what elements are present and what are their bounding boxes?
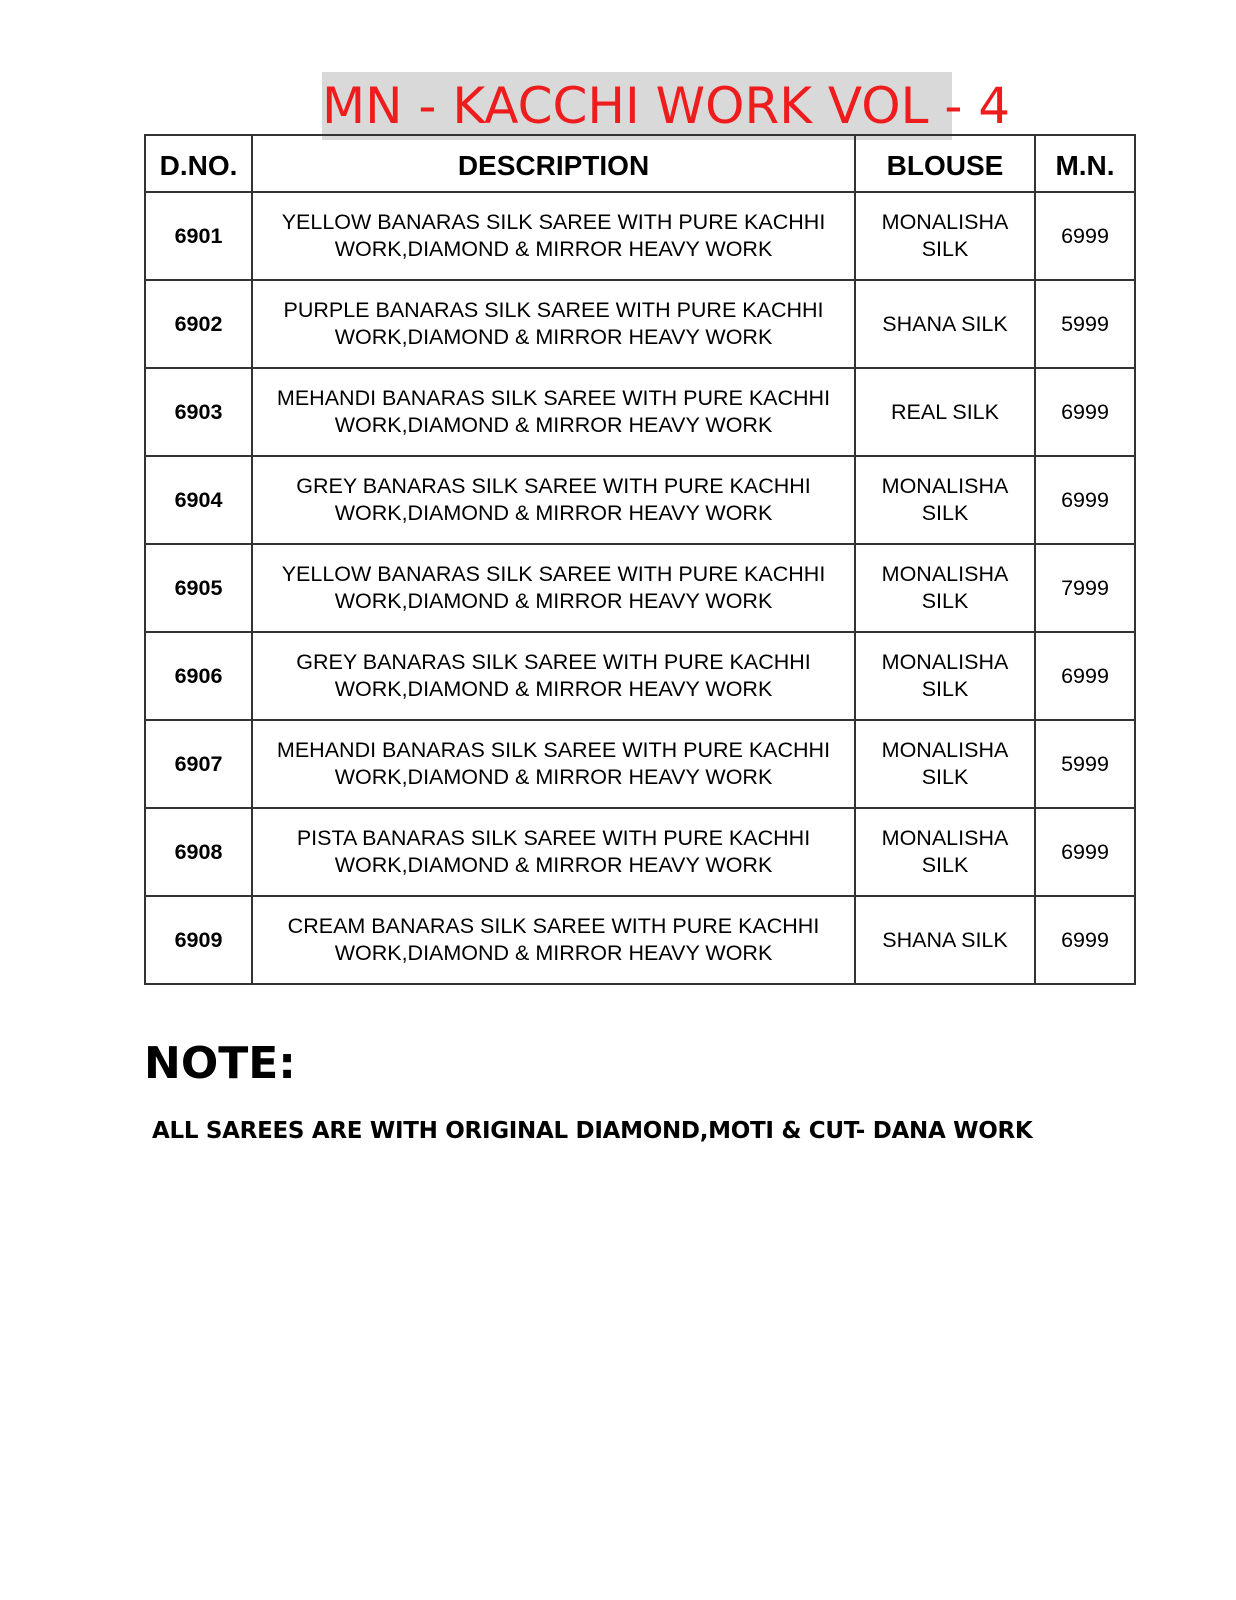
table-row (145, 456, 1135, 544)
mn-price-cell: 6999 (1035, 456, 1135, 544)
blouse-line-1: MONALISHA (881, 650, 1009, 674)
design-number-cell: 6906 (145, 632, 252, 720)
catalog-table (144, 134, 1136, 985)
blouse-cell (855, 720, 1035, 808)
mn-price-cell: 6999 (1035, 632, 1135, 720)
blouse-line-1: MONALISHA (881, 738, 1009, 762)
description-line-1: MEHANDI BANARAS SILK SAREE WITH PURE KACHHI (276, 386, 831, 410)
description-line-2: WORK,DIAMOND & MIRROR HEAVY WORK (334, 941, 773, 965)
blouse-cell (855, 192, 1035, 280)
description-cell (252, 632, 855, 720)
blouse-line-2: SILK (921, 765, 969, 789)
design-number-cell: 6908 (145, 808, 252, 896)
header-description: DESCRIPTION (252, 135, 855, 192)
title-highlight (322, 72, 1011, 140)
mn-price-cell: 5999 (1035, 280, 1135, 368)
description-line-2: WORK,DIAMOND & MIRROR HEAVY WORK (334, 501, 773, 525)
blouse-line-1: SHANA SILK (882, 927, 1008, 952)
description-line-2: WORK,DIAMOND & MIRROR HEAVY WORK (334, 853, 773, 877)
blouse-cell (855, 808, 1035, 896)
note-text: ALL SAREES ARE WITH ORIGINAL DIAMOND,MOTI & CUT- DANA WORK (152, 1118, 1033, 1144)
description-line-1: GREY BANARAS SILK SAREE WITH PURE KACHHI (296, 650, 811, 674)
blouse-cell (855, 280, 1035, 368)
description-line-1: YELLOW BANARAS SILK SAREE WITH PURE KACHHI (281, 562, 826, 586)
design-number-cell: 6909 (145, 896, 252, 984)
description-line-2: WORK,DIAMOND & MIRROR HEAVY WORK (334, 589, 773, 613)
blouse-line-1: MONALISHA (881, 562, 1009, 586)
design-number-cell: 6904 (145, 456, 252, 544)
description-line-1: PISTA BANARAS SILK SAREE WITH PURE KACHHI (296, 826, 811, 850)
blouse-cell (855, 544, 1035, 632)
blouse-line-1: MONALISHA (881, 210, 1009, 234)
header-dno: D.NO. (145, 135, 252, 192)
blouse-line-1: MONALISHA (881, 826, 1009, 850)
note-heading: NOTE: (144, 1038, 296, 1089)
description-cell (252, 456, 855, 544)
blouse-line-1: REAL SILK (891, 399, 999, 424)
table-row (145, 280, 1135, 368)
blouse-line-2: SILK (921, 501, 969, 525)
description-line-1: GREY BANARAS SILK SAREE WITH PURE KACHHI (296, 474, 811, 498)
description-line-1: YELLOW BANARAS SILK SAREE WITH PURE KACHHI (281, 210, 826, 234)
description-line-2: WORK,DIAMOND & MIRROR HEAVY WORK (334, 237, 773, 261)
blouse-cell (855, 368, 1035, 456)
description-line-1: MEHANDI BANARAS SILK SAREE WITH PURE KACHHI (276, 738, 831, 762)
design-number-cell: 6902 (145, 280, 252, 368)
description-line-2: WORK,DIAMOND & MIRROR HEAVY WORK (334, 413, 773, 437)
description-line-1: PURPLE BANARAS SILK SAREE WITH PURE KACHHI (283, 298, 824, 322)
description-line-2: WORK,DIAMOND & MIRROR HEAVY WORK (334, 765, 773, 789)
design-number-cell: 6901 (145, 192, 252, 280)
blouse-cell (855, 896, 1035, 984)
blouse-line-2: SILK (921, 589, 969, 613)
mn-price-cell: 6999 (1035, 896, 1135, 984)
mn-price-cell: 6999 (1035, 368, 1135, 456)
description-cell (252, 720, 855, 808)
table-header-row (145, 135, 1135, 192)
blouse-line-1: MONALISHA (881, 474, 1009, 498)
mn-price-cell: 6999 (1035, 192, 1135, 280)
table-row (145, 632, 1135, 720)
description-cell (252, 544, 855, 632)
design-number-cell: 6907 (145, 720, 252, 808)
table-row (145, 192, 1135, 280)
description-cell (252, 896, 855, 984)
design-number-cell: 6903 (145, 368, 252, 456)
description-cell (252, 280, 855, 368)
table-row (145, 720, 1135, 808)
description-cell (252, 808, 855, 896)
description-line-2: WORK,DIAMOND & MIRROR HEAVY WORK (334, 677, 773, 701)
blouse-line-2: SILK (921, 237, 969, 261)
blouse-cell (855, 456, 1035, 544)
header-mn: M.N. (1035, 135, 1135, 192)
design-number-cell: 6905 (145, 544, 252, 632)
description-line-1: CREAM BANARAS SILK SAREE WITH PURE KACHHI (287, 914, 820, 938)
mn-price-cell: 6999 (1035, 808, 1135, 896)
description-line-2: WORK,DIAMOND & MIRROR HEAVY WORK (334, 325, 773, 349)
page-title: MN - KACCHI WORK VOL - 4 (322, 77, 1011, 135)
blouse-line-1: SHANA SILK (882, 311, 1008, 336)
blouse-cell (855, 632, 1035, 720)
mn-price-cell: 5999 (1035, 720, 1135, 808)
table-row (145, 808, 1135, 896)
description-cell (252, 368, 855, 456)
blouse-line-2: SILK (921, 853, 969, 877)
table-row (145, 544, 1135, 632)
blouse-line-2: SILK (921, 677, 969, 701)
description-cell (252, 192, 855, 280)
table-row (145, 368, 1135, 456)
header-blouse: BLOUSE (855, 135, 1035, 192)
table-body (145, 192, 1135, 984)
mn-price-cell: 7999 (1035, 544, 1135, 632)
table-row (145, 896, 1135, 984)
